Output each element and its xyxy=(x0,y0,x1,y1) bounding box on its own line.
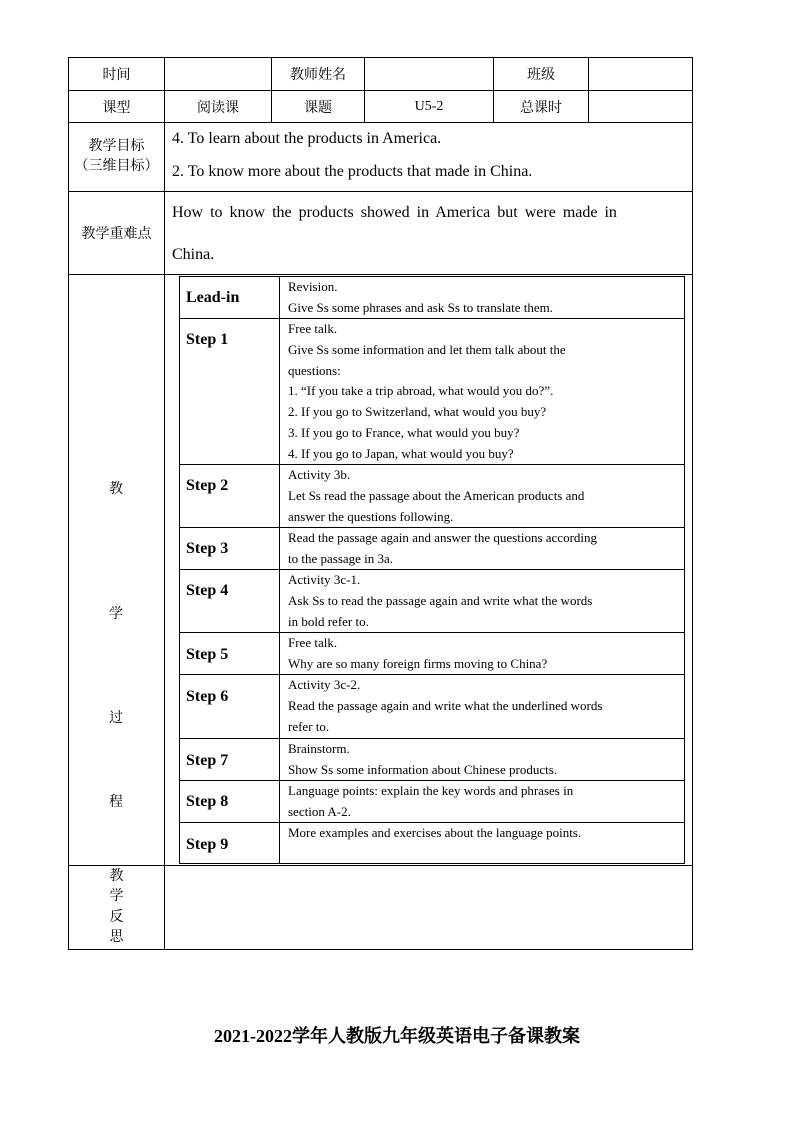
step-line: Free talk. xyxy=(288,321,338,336)
class-value xyxy=(589,58,692,90)
step-line: Read the passage again and answer the questions according xyxy=(288,530,598,545)
reflection-content xyxy=(165,866,692,949)
step-line: Language points: explain the key words and phrases in xyxy=(288,783,574,798)
step-content xyxy=(280,781,684,823)
process-label-char-3: 过 xyxy=(109,711,123,726)
reflection-label-char: 学 xyxy=(109,889,124,904)
process-label-char-4: 程 xyxy=(109,795,123,810)
step-label: Step 5 xyxy=(186,646,229,663)
step-content xyxy=(280,319,684,465)
lesson-type-label: 课型 xyxy=(102,100,131,116)
time-label: 时间 xyxy=(102,68,131,83)
step-line: Activity 3c-2. xyxy=(288,677,361,692)
step-line: Ask Ss to read the passage again and write what the words xyxy=(288,592,593,608)
topic-label: 课题 xyxy=(304,100,332,116)
objective-item-2: 2. To know more about the products that made in China. xyxy=(172,163,533,180)
step-line: Brainstorm. xyxy=(288,741,350,756)
step-line: Give Ss some information and let them talk about the xyxy=(288,341,566,357)
key-points-label: 教学重难点 xyxy=(81,227,152,242)
step-content xyxy=(280,739,684,781)
step-content xyxy=(280,277,684,319)
total-hours-label: 总课时 xyxy=(520,100,562,116)
step-content xyxy=(280,570,684,632)
time-value xyxy=(165,58,271,90)
step-line: Show Ss some information about Chinese products. xyxy=(288,761,558,777)
step-line: Let Ss read the passage about the American products and xyxy=(288,487,585,503)
step-content xyxy=(280,465,684,527)
step-line: section A-2. xyxy=(288,803,351,819)
reflection-label xyxy=(69,866,164,949)
topic-value: U5-2 xyxy=(414,98,444,114)
step-content xyxy=(280,528,684,570)
process-label-char-2: 学 xyxy=(109,607,123,622)
step-line: to the passage in 3a. xyxy=(288,550,394,566)
objectives-label-line1: 教学目标 xyxy=(88,139,145,154)
document-footer-title: 2021-2022学年人教版九年级英语电子备课教案 xyxy=(214,1026,580,1046)
step-line: in bold refer to. xyxy=(288,613,369,629)
objectives-label xyxy=(69,123,164,191)
step-label: Step 7 xyxy=(186,752,229,769)
step-line: Read the passage again and write what the underlined words xyxy=(288,697,603,713)
step-line: Free talk. xyxy=(288,635,338,650)
reflection-label-char: 思 xyxy=(109,930,124,945)
objectives-label-line2: （三维目标） xyxy=(74,159,159,174)
teacher-name-label: 教师姓名 xyxy=(290,68,346,83)
step-label: Step 4 xyxy=(186,582,229,599)
step-line: Revision. xyxy=(288,279,338,294)
step-line: Activity 3c-1. xyxy=(288,572,361,587)
class-label: 班级 xyxy=(527,68,555,83)
step-label: Step 6 xyxy=(186,687,229,705)
key-points-line-1: How to know the products showed in America but were made in xyxy=(172,204,617,221)
step-line: 1. “If you take a trip abroad, what would you do?”. xyxy=(288,383,554,399)
step-line: 3. If you go to France, what would you buy? xyxy=(288,424,520,440)
step-label: Step 2 xyxy=(186,477,229,494)
total-hours-value xyxy=(589,91,692,122)
step-line: questions: xyxy=(288,362,341,378)
lesson-type-value: 阅读课 xyxy=(197,100,239,116)
step-line: Activity 3b. xyxy=(288,467,351,482)
objective-item-1: 4. To learn about the products in America. xyxy=(172,130,442,147)
step-label: Lead-in xyxy=(186,288,240,306)
step-line: 2. If you go to Switzerland, what would you buy? xyxy=(288,404,547,420)
reflection-label-char: 教 xyxy=(109,868,124,884)
step-line: Give Ss some phrases and ask Ss to translate them. xyxy=(288,299,554,315)
step-line: 4. If you go to Japan, what would you buy? xyxy=(288,445,514,461)
step-line: Why are so many foreign firms moving to China? xyxy=(288,655,548,671)
step-label: Step 8 xyxy=(186,793,229,810)
step-label: Step 1 xyxy=(186,331,229,348)
teacher-name-value xyxy=(365,58,493,90)
step-label: Step 3 xyxy=(186,539,229,557)
step-label: Step 9 xyxy=(186,835,229,853)
step-content xyxy=(280,823,684,844)
step-content xyxy=(280,633,684,675)
process-label-char-1: 教 xyxy=(109,482,123,497)
step-content xyxy=(280,675,684,737)
step-line: More examples and exercises about the language points. xyxy=(288,825,582,840)
key-points-line-2: China. xyxy=(172,246,215,263)
step-line: refer to. xyxy=(288,718,330,734)
reflection-label-char: 反 xyxy=(109,909,124,925)
step-line: answer the questions following. xyxy=(288,508,454,524)
